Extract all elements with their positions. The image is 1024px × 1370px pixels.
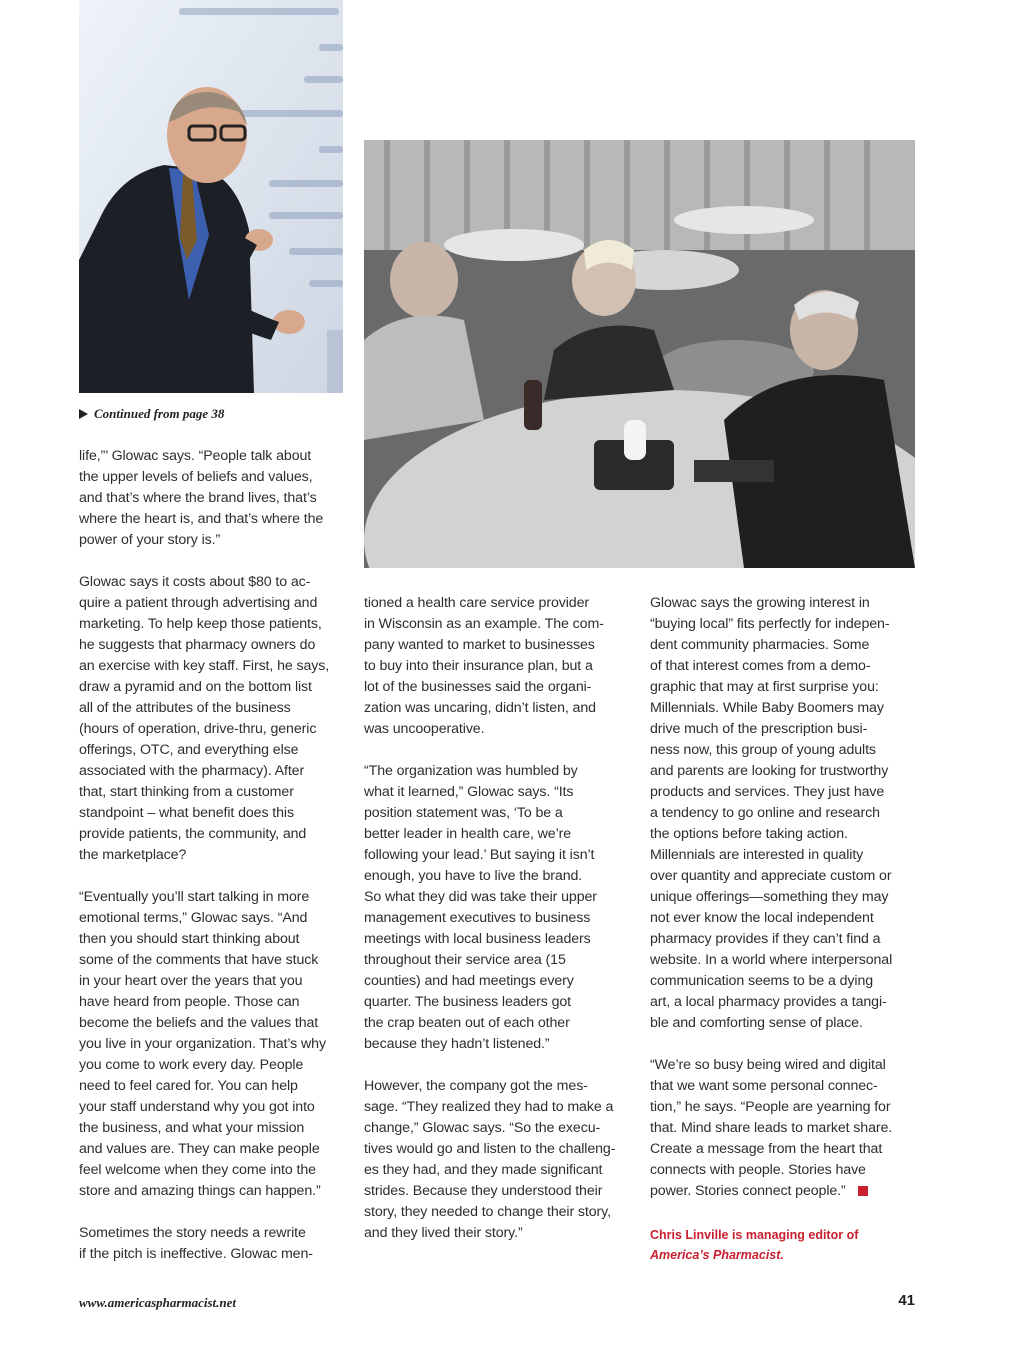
- audience-photo: [364, 140, 915, 568]
- paragraph: “Eventually you’ll start talking in more emotional terms,” Glowac says. “And then you should start thinking about some of the comments that have stuck in your heart over the years that you have heard from people. Those can become the beliefs and the values that you live in your organization. That’s why you come to work every day. People need to feel cared for. You can help your staff understand why you got into the business, and what your mission and values are. They can make people feel welcome when they come into the store and amazing things can happen.”: [79, 889, 326, 1199]
- paragraph: However, the company got the mes- sage. “They realized they had to make a change,” Glowac says. “So the execu- tives would go and listen to the challeng- es they had, and they made significant strides. Because they understood their story, they needed to change their story, and they lived their story.”: [364, 1078, 616, 1241]
- paragraph: life,”’ Glowac says. “People talk about the upper levels of beliefs and values, and that’s where the brand lives, that’s where the heart is, and that’s where the power of your story is.”: [79, 448, 324, 548]
- end-of-story-icon: [858, 1186, 868, 1196]
- author-bio: [650, 1225, 915, 1265]
- speaker-photo: [79, 0, 343, 393]
- paragraph: “The organization was humbled by what it learned,” Glowac says. “Its position statement was, ‘To be a better leader in health care, we’re following your lead.’ But saying it isn’t enough, you have to live the brand. So what they did was take their upper management executives to business meetings with local business leaders throughout their service area (15 counties) and had meetings every quarter. The business leaders got the crap beaten out of each other because they hadn’t listened.”: [364, 763, 597, 1052]
- continued-from-text: Continued from page 38: [94, 406, 225, 421]
- paragraph-final-text: “We’re so busy being wired and digital that we want some personal connec- tion,” he says. “People are yearning for that. Mind share leads to market share. Create a message from the heart that connects with people. Stories have power. Stories connect people.”: [650, 1057, 893, 1199]
- continued-from-label: [79, 406, 343, 422]
- column-3: [650, 593, 925, 1223]
- paragraph: Sometimes the story needs a rewrite if the pitch is ineffective. Glowac men-: [79, 1225, 313, 1262]
- footer-url[interactable]: www.americaspharmacist.net: [79, 1295, 236, 1310]
- paragraph: Glowac says the growing interest in “buying local” fits perfectly for indepen- dent community pharmacies. Some of that interest comes from a demo- graphic that may at first surprise you: Millennials. While Baby Boomers may drive much of the prescription busi- ness now, this group of young adults and parents are looking for trustworthy products and services. They just have a tendency to go online and research the options before taking action. Millennials are interested in quality over quantity and appreciate custom or unique offerings—something they may not ever know the local independent pharmacy provides if they can’t find a website. In a world where interpersonal communication seems to be a dying art, a local pharmacy provides a tangi- ble and comforting sense of place.: [650, 595, 893, 1031]
- arrow-right-icon: [79, 409, 88, 419]
- page-number: 41: [898, 1292, 915, 1309]
- column-1: [79, 572, 354, 1286]
- paragraph: tioned a health care service provider in Wisconsin as an example. The com- pany wanted to market to businesses to buy into their insurance plan, but a lot of the businesses said the organi- zation was uncaring, didn’t listen, and was uncooperative.: [364, 595, 604, 737]
- paragraph: Glowac says it costs about $80 to ac- quire a patient through advertising and marketing. To help keep those patients, he suggests that pharmacy owners do an exercise with key staff. First, he says, draw a pyramid and on the bottom list all of the attributes of the business (hours of operation, drive-thru, generic offerings, OTC, and everything else associated with the pharmacy). After that, start thinking from a customer standpoint – what benefit does this provide patients, the community, and the marketplace?: [79, 574, 330, 863]
- author-bio-text: Chris Linville is managing editor of: [650, 1228, 859, 1242]
- column-1-intro: [79, 446, 354, 572]
- column-2: [364, 593, 639, 1265]
- publication-name: America’s Pharmacist.: [650, 1248, 784, 1262]
- paragraph-final: [650, 1055, 925, 1202]
